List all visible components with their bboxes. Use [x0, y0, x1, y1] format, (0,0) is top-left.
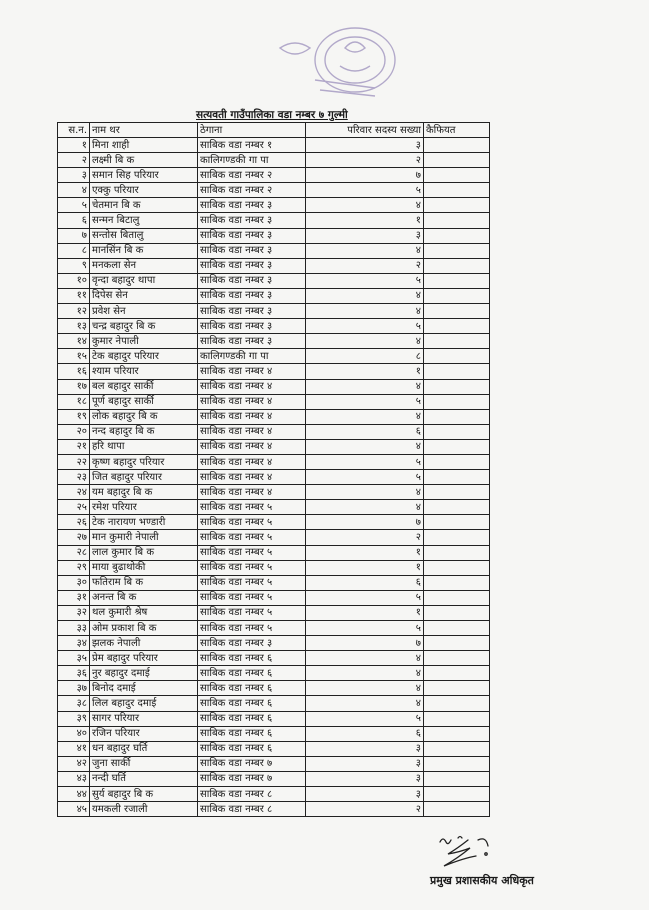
row-serial: ४३	[58, 771, 90, 786]
table-row	[58, 696, 490, 711]
table-row	[58, 439, 490, 454]
row-serial: ४	[58, 183, 90, 198]
row-family-count: ७	[306, 168, 424, 183]
row-remarks	[424, 454, 490, 469]
row-serial: ३२	[58, 605, 90, 620]
row-remarks	[424, 379, 490, 394]
table-row	[58, 258, 490, 273]
row-address: साबिक वडा नम्बर ६	[198, 726, 306, 741]
row-remarks	[424, 153, 490, 168]
table-row	[58, 651, 490, 666]
row-name: समान सिह परियार	[90, 168, 198, 183]
row-family-count: २	[306, 530, 424, 545]
row-address: साबिक वडा नम्बर ४	[198, 485, 306, 500]
row-serial: १५	[58, 349, 90, 364]
row-name: वृन्दा बहादुर थापा	[90, 273, 198, 288]
row-serial: १३	[58, 319, 90, 334]
row-family-count: ६	[306, 575, 424, 590]
row-remarks	[424, 394, 490, 409]
row-address: साबिक वडा नम्बर ३	[198, 334, 306, 349]
row-family-count: ४	[306, 666, 424, 681]
row-remarks	[424, 771, 490, 786]
row-address: साबिक वडा नम्बर ५	[198, 605, 306, 620]
table-row	[58, 454, 490, 469]
row-family-count: ५	[306, 711, 424, 726]
row-family-count: ३	[306, 741, 424, 756]
table-row	[58, 470, 490, 485]
row-name: नन्दी घर्ति	[90, 771, 198, 786]
row-remarks	[424, 666, 490, 681]
row-name: ओम प्रकाश बि क	[90, 621, 198, 636]
row-remarks	[424, 545, 490, 560]
row-address: साबिक वडा नम्बर ३	[198, 288, 306, 303]
row-name: झलक नेपाली	[90, 636, 198, 651]
document-title: सत्यवती गाउँपालिका वडा नम्बर ७ गुल्मी	[196, 109, 348, 121]
table-row	[58, 319, 490, 334]
row-address: साबिक वडा नम्बर ३	[198, 198, 306, 213]
table-row	[58, 666, 490, 681]
row-name: लिल बहादुर दमाई	[90, 696, 198, 711]
row-remarks	[424, 258, 490, 273]
table-row	[58, 590, 490, 605]
table-row	[58, 515, 490, 530]
row-serial: २६	[58, 515, 90, 530]
table-row	[58, 711, 490, 726]
row-serial: २३	[58, 470, 90, 485]
row-serial: १७	[58, 379, 90, 394]
row-name: पूर्ण बहादुर सार्की	[90, 394, 198, 409]
table-header-row	[58, 123, 490, 138]
row-family-count: १	[306, 605, 424, 620]
row-family-count: ४	[306, 651, 424, 666]
row-name: लक्ष्मी बि क	[90, 153, 198, 168]
row-address: साबिक वडा नम्बर ५	[198, 621, 306, 636]
row-address: साबिक वडा नम्बर ३	[198, 304, 306, 319]
row-remarks	[424, 530, 490, 545]
row-family-count: ४	[306, 379, 424, 394]
row-serial: २८	[58, 545, 90, 560]
row-serial: ३१	[58, 590, 90, 605]
table-row	[58, 349, 490, 364]
row-remarks	[424, 424, 490, 439]
row-name: चेतमान बि क	[90, 198, 198, 213]
row-family-count: ५	[306, 470, 424, 485]
row-serial: ३	[58, 168, 90, 183]
row-address: साबिक वडा नम्बर ८	[198, 802, 306, 817]
row-family-count: ४	[306, 288, 424, 303]
row-address: साबिक वडा नम्बर ३	[198, 243, 306, 258]
row-address: साबिक वडा नम्बर ७	[198, 771, 306, 786]
row-remarks	[424, 334, 490, 349]
row-remarks	[424, 802, 490, 817]
row-remarks	[424, 485, 490, 500]
row-remarks	[424, 439, 490, 454]
row-family-count: ५	[306, 394, 424, 409]
table-row	[58, 771, 490, 786]
row-name: प्रेम बहादुर परियार	[90, 651, 198, 666]
row-family-count: १	[306, 364, 424, 379]
row-remarks	[424, 364, 490, 379]
row-name: नुर बहादुर दमाई	[90, 666, 198, 681]
row-name: कृष्ण बहादुर परियार	[90, 454, 198, 469]
row-address: साबिक वडा नम्बर ४	[198, 409, 306, 424]
row-serial: ४०	[58, 726, 90, 741]
table-row	[58, 485, 490, 500]
row-name: एक्कु परियार	[90, 183, 198, 198]
row-serial: १९	[58, 409, 90, 424]
row-name: चन्द्र बहादुर बि क	[90, 319, 198, 334]
row-remarks	[424, 621, 490, 636]
table-row	[58, 575, 490, 590]
row-remarks	[424, 787, 490, 802]
row-family-count: ४	[306, 304, 424, 319]
row-family-count: ४	[306, 198, 424, 213]
row-family-count: ४	[306, 334, 424, 349]
row-address: साबिक वडा नम्बर ४	[198, 454, 306, 469]
row-address: साबिक वडा नम्बर ४	[198, 439, 306, 454]
row-remarks	[424, 636, 490, 651]
table-row	[58, 138, 490, 153]
table-row	[58, 198, 490, 213]
row-serial: १०	[58, 273, 90, 288]
row-address: साबिक वडा नम्बर ६	[198, 696, 306, 711]
officer-designation: प्रमुख प्रशासकीय अधिकृत	[430, 874, 534, 887]
row-family-count: ३	[306, 138, 424, 153]
row-name: कुमार नेपाली	[90, 334, 198, 349]
table-row	[58, 756, 490, 771]
row-address: साबिक वडा नम्बर ७	[198, 756, 306, 771]
row-family-count: ४	[306, 409, 424, 424]
row-address: साबिक वडा नम्बर ५	[198, 560, 306, 575]
row-family-count: २	[306, 258, 424, 273]
table-row	[58, 741, 490, 756]
table-row	[58, 183, 490, 198]
row-remarks	[424, 273, 490, 288]
row-address: साबिक वडा नम्बर ५	[198, 545, 306, 560]
table-row	[58, 409, 490, 424]
row-address: कालिगण्डकी गा पा	[198, 349, 306, 364]
row-serial: १४	[58, 334, 90, 349]
row-remarks	[424, 590, 490, 605]
row-serial: २४	[58, 485, 90, 500]
row-remarks	[424, 213, 490, 228]
header-remarks: कैफियत	[424, 123, 490, 138]
row-address: साबिक वडा नम्बर ३	[198, 636, 306, 651]
row-remarks	[424, 741, 490, 756]
row-family-count: ७	[306, 636, 424, 651]
row-serial: २०	[58, 424, 90, 439]
row-serial: ४४	[58, 787, 90, 802]
row-serial: ५	[58, 198, 90, 213]
row-serial: ४५	[58, 802, 90, 817]
row-name: थल कुमारी श्रेष	[90, 605, 198, 620]
row-name: सन्तोस बितालु	[90, 228, 198, 243]
header-family-count: परिवार सदस्य सख्या	[306, 123, 424, 138]
office-seal-stamp	[260, 18, 410, 113]
row-remarks	[424, 228, 490, 243]
row-serial: १	[58, 138, 90, 153]
row-name: अनन्त बि क	[90, 590, 198, 605]
table-row	[58, 681, 490, 696]
row-serial: ३०	[58, 575, 90, 590]
table-row	[58, 726, 490, 741]
row-remarks	[424, 651, 490, 666]
row-name: लाल कुमार बि क	[90, 545, 198, 560]
row-remarks	[424, 183, 490, 198]
table-row	[58, 243, 490, 258]
table-row	[58, 273, 490, 288]
row-name: सन्मन बिटालु	[90, 213, 198, 228]
row-name: टेक नारायण भण्डारी	[90, 515, 198, 530]
row-family-count: ६	[306, 424, 424, 439]
row-name: रजिन परियार	[90, 726, 198, 741]
row-name: दिपेस सेन	[90, 288, 198, 303]
row-remarks	[424, 575, 490, 590]
row-address: साबिक वडा नम्बर २	[198, 183, 306, 198]
row-name: माया बुढाथोकी	[90, 560, 198, 575]
row-family-count: ५	[306, 590, 424, 605]
table-row	[58, 168, 490, 183]
row-address: साबिक वडा नम्बर ६	[198, 666, 306, 681]
row-family-count: ५	[306, 319, 424, 334]
row-address: साबिक वडा नम्बर ५	[198, 530, 306, 545]
row-serial: ३४	[58, 636, 90, 651]
table-row	[58, 379, 490, 394]
table-row	[58, 364, 490, 379]
row-family-count: ४	[306, 696, 424, 711]
table-row	[58, 153, 490, 168]
row-name: हरि थापा	[90, 439, 198, 454]
row-address: साबिक वडा नम्बर ३	[198, 213, 306, 228]
row-serial: ४१	[58, 741, 90, 756]
row-name: मान कुमारी नेपाली	[90, 530, 198, 545]
row-name: सागर परियार	[90, 711, 198, 726]
table-row	[58, 228, 490, 243]
row-family-count: ७	[306, 515, 424, 530]
row-address: साबिक वडा नम्बर ५	[198, 590, 306, 605]
row-remarks	[424, 515, 490, 530]
table-row	[58, 334, 490, 349]
row-address: साबिक वडा नम्बर ४	[198, 379, 306, 394]
row-family-count: २	[306, 153, 424, 168]
row-address: साबिक वडा नम्बर ३	[198, 273, 306, 288]
row-family-count: ५	[306, 273, 424, 288]
row-remarks	[424, 605, 490, 620]
row-name: रमेश परियार	[90, 500, 198, 515]
row-address: साबिक वडा नम्बर ४	[198, 424, 306, 439]
row-address: साबिक वडा नम्बर ६	[198, 651, 306, 666]
row-name: मनकला सेन	[90, 258, 198, 273]
row-remarks	[424, 726, 490, 741]
row-serial: ९	[58, 258, 90, 273]
row-name: टेक बहादुर परियार	[90, 349, 198, 364]
row-serial: ७	[58, 228, 90, 243]
row-serial: ३३	[58, 621, 90, 636]
beneficiary-table	[57, 122, 490, 817]
table-body	[58, 138, 490, 817]
row-serial: २१	[58, 439, 90, 454]
row-serial: २७	[58, 530, 90, 545]
row-address: साबिक वडा नम्बर २	[198, 168, 306, 183]
row-serial: २९	[58, 560, 90, 575]
table-row	[58, 560, 490, 575]
row-family-count: ५	[306, 454, 424, 469]
row-family-count: ४	[306, 500, 424, 515]
row-name: मानसिंन बि क	[90, 243, 198, 258]
table-row	[58, 500, 490, 515]
row-family-count: ४	[306, 243, 424, 258]
row-remarks	[424, 319, 490, 334]
row-serial: २५	[58, 500, 90, 515]
row-address: साबिक वडा नम्बर ५	[198, 515, 306, 530]
header-serial: स.न.	[58, 123, 90, 138]
table-row	[58, 802, 490, 817]
row-remarks	[424, 349, 490, 364]
table-row	[58, 621, 490, 636]
row-name: बल बहादुर सार्की	[90, 379, 198, 394]
row-remarks	[424, 560, 490, 575]
table-row	[58, 787, 490, 802]
row-address: साबिक वडा नम्बर ४	[198, 470, 306, 485]
row-name: यम बहादुर बि क	[90, 485, 198, 500]
row-address: साबिक वडा नम्बर ५	[198, 500, 306, 515]
row-address: साबिक वडा नम्बर १	[198, 138, 306, 153]
row-name: फतिराम बि क	[90, 575, 198, 590]
row-remarks	[424, 681, 490, 696]
row-name: यमकली रजाली	[90, 802, 198, 817]
row-name: जित बहादुर परियार	[90, 470, 198, 485]
header-address: ठेगाना	[198, 123, 306, 138]
row-remarks	[424, 756, 490, 771]
row-serial: २२	[58, 454, 90, 469]
row-remarks	[424, 288, 490, 303]
row-family-count: ३	[306, 756, 424, 771]
row-serial: ८	[58, 243, 90, 258]
row-serial: ४२	[58, 756, 90, 771]
row-address: साबिक वडा नम्बर ५	[198, 575, 306, 590]
row-serial: १६	[58, 364, 90, 379]
row-family-count: ३	[306, 787, 424, 802]
row-name: लोक बहादुर बि क	[90, 409, 198, 424]
table-row	[58, 605, 490, 620]
row-serial: ३७	[58, 681, 90, 696]
row-family-count: १	[306, 560, 424, 575]
row-remarks	[424, 243, 490, 258]
row-address: साबिक वडा नम्बर ४	[198, 394, 306, 409]
row-address: साबिक वडा नम्बर ३	[198, 258, 306, 273]
header-name: नाम थर	[90, 123, 198, 138]
row-family-count: ३	[306, 228, 424, 243]
row-family-count: ३	[306, 771, 424, 786]
row-name: श्याम परियार	[90, 364, 198, 379]
row-serial: ३६	[58, 666, 90, 681]
row-address: साबिक वडा नम्बर ३	[198, 319, 306, 334]
row-address: साबिक वडा नम्बर ३	[198, 228, 306, 243]
table-row	[58, 545, 490, 560]
row-family-count: ५	[306, 621, 424, 636]
row-serial: ३८	[58, 696, 90, 711]
row-family-count: १	[306, 213, 424, 228]
row-address: साबिक वडा नम्बर ४	[198, 364, 306, 379]
row-name: धन बहादुर घर्ति	[90, 741, 198, 756]
row-serial: २	[58, 153, 90, 168]
row-remarks	[424, 409, 490, 424]
row-family-count: ४	[306, 681, 424, 696]
row-name: प्रवेश सेन	[90, 304, 198, 319]
row-serial: ११	[58, 288, 90, 303]
row-address: साबिक वडा नम्बर ६	[198, 681, 306, 696]
row-family-count: ४	[306, 439, 424, 454]
row-name: सुर्य बहादुर बि क	[90, 787, 198, 802]
table-row	[58, 636, 490, 651]
row-remarks	[424, 138, 490, 153]
row-family-count: ५	[306, 183, 424, 198]
row-name: बिनोद दमाई	[90, 681, 198, 696]
table-row	[58, 530, 490, 545]
row-name: मिना शाही	[90, 138, 198, 153]
row-family-count: २	[306, 802, 424, 817]
row-remarks	[424, 696, 490, 711]
row-remarks	[424, 198, 490, 213]
row-remarks	[424, 304, 490, 319]
row-serial: ३५	[58, 651, 90, 666]
row-address: साबिक वडा नम्बर ६	[198, 741, 306, 756]
row-address: साबिक वडा नम्बर ६	[198, 711, 306, 726]
row-serial: १८	[58, 394, 90, 409]
row-family-count: ८	[306, 349, 424, 364]
table-row	[58, 213, 490, 228]
row-serial: ३९	[58, 711, 90, 726]
row-serial: १२	[58, 304, 90, 319]
row-remarks	[424, 500, 490, 515]
table-row	[58, 304, 490, 319]
row-family-count: १	[306, 545, 424, 560]
row-address: कालिगण्डकी गा पा	[198, 153, 306, 168]
signature-icon	[428, 830, 508, 875]
row-name: जुना सार्की	[90, 756, 198, 771]
table-row	[58, 288, 490, 303]
row-serial: ६	[58, 213, 90, 228]
row-address: साबिक वडा नम्बर ८	[198, 787, 306, 802]
row-remarks	[424, 168, 490, 183]
table-row	[58, 424, 490, 439]
row-family-count: ६	[306, 726, 424, 741]
row-remarks	[424, 470, 490, 485]
table-row	[58, 394, 490, 409]
row-family-count: ४	[306, 485, 424, 500]
row-name: नन्द बहादुर बि क	[90, 424, 198, 439]
row-remarks	[424, 711, 490, 726]
